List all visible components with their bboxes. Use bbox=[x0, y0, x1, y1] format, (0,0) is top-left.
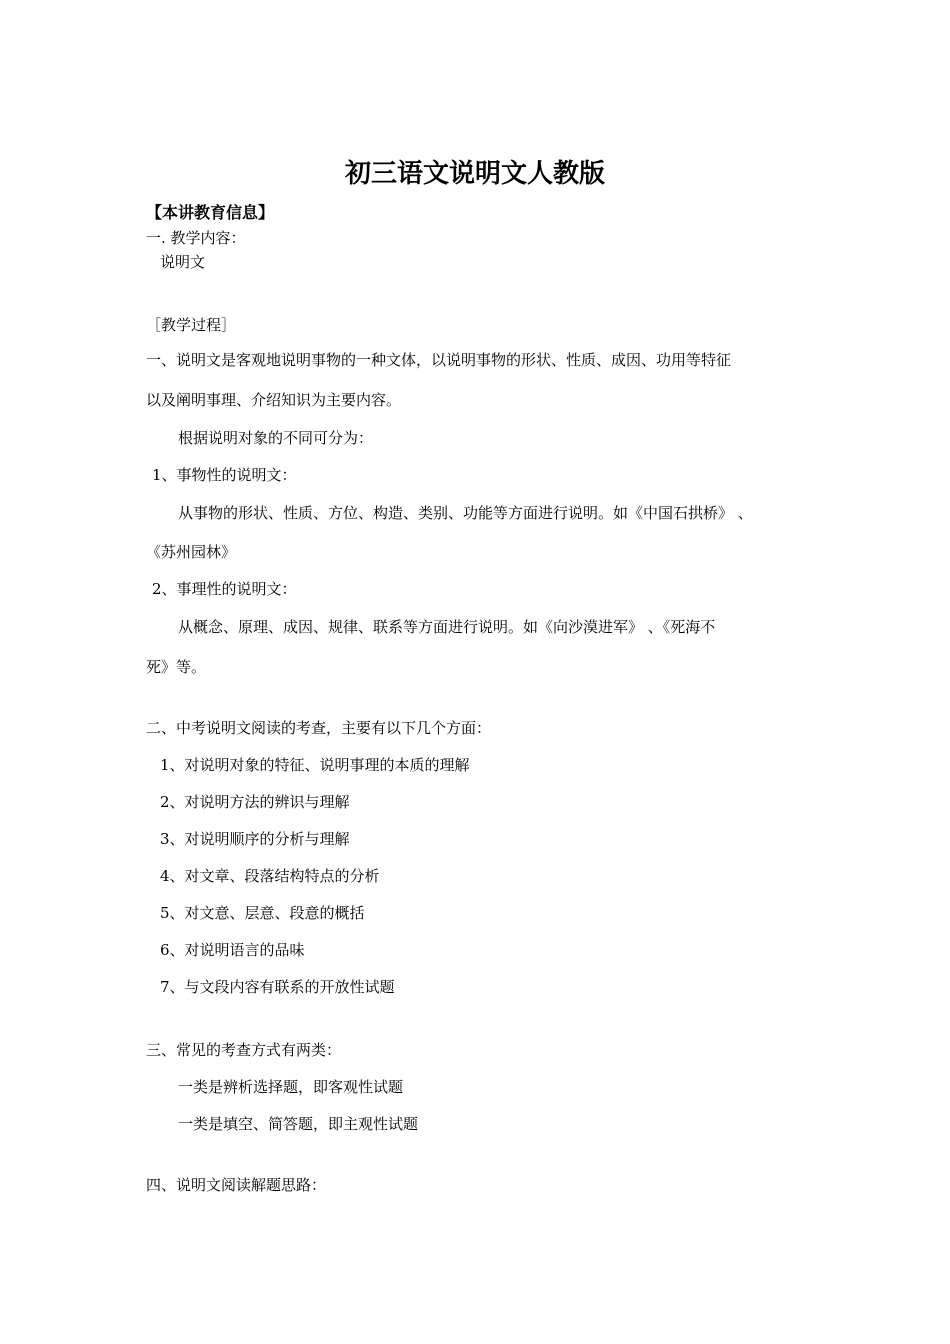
type2-line1: 从概念、原理、成因、规律、联系等方面进行说明。如《向沙漠进军》 、《死海不 bbox=[178, 618, 716, 636]
type2-heading: 2、事理性的说明文： bbox=[152, 580, 297, 598]
type1-line1: 从事物的形状、性质、方位、构造、类别、功能等方面进行说明。如《中国石拱桥》 、 bbox=[178, 504, 753, 522]
section2-heading: 二、中考说明文阅读的考查，主要有以下几个方面： bbox=[146, 719, 492, 737]
process-heading: ［教学过程］ bbox=[146, 316, 237, 334]
type2-line2: 死》等。 bbox=[146, 658, 207, 676]
list-item: 一类是填空、简答题，即主观性试题 bbox=[178, 1115, 419, 1133]
section4-heading: 四、说明文阅读解题思路： bbox=[146, 1176, 327, 1194]
section1-heading: 一. 教学内容： bbox=[146, 229, 246, 247]
paragraph1-classify: 根据说明对象的不同可分为： bbox=[178, 429, 374, 447]
list-item: 6、对说明语言的品味 bbox=[160, 941, 305, 959]
section1-content: 说明文 bbox=[160, 253, 206, 271]
type1-heading: 1、事物性的说明文： bbox=[152, 466, 297, 484]
list-item: 4、对文章、段落结构特点的分析 bbox=[160, 867, 380, 885]
list-item: 2、对说明方法的辨识与理解 bbox=[160, 793, 350, 811]
list-item: 7、与文段内容有联系的开放性试题 bbox=[160, 978, 395, 996]
paragraph1-line2: 以及阐明事理、介绍知识为主要内容。 bbox=[146, 391, 402, 409]
list-item: 5、对文意、层意、段意的概括 bbox=[160, 904, 365, 922]
list-item: 一类是辨析选择题，即客观性试题 bbox=[178, 1078, 404, 1096]
type1-line2: 《苏州园林》 bbox=[146, 543, 237, 561]
paragraph1-line1: 一、说明文是客观地说明事物的一种文体，以说明事物的形状、性质、成因、功用等特征 bbox=[146, 351, 732, 369]
info-header: 【本讲教育信息】 bbox=[146, 203, 275, 222]
list-item: 1、对说明对象的特征、说明事理的本质的理解 bbox=[160, 756, 470, 774]
list-item: 3、对说明顺序的分析与理解 bbox=[160, 830, 350, 848]
section3-heading: 三、常见的考查方式有两类： bbox=[146, 1041, 342, 1059]
document-title: 初三语文说明文人教版 bbox=[344, 159, 605, 189]
